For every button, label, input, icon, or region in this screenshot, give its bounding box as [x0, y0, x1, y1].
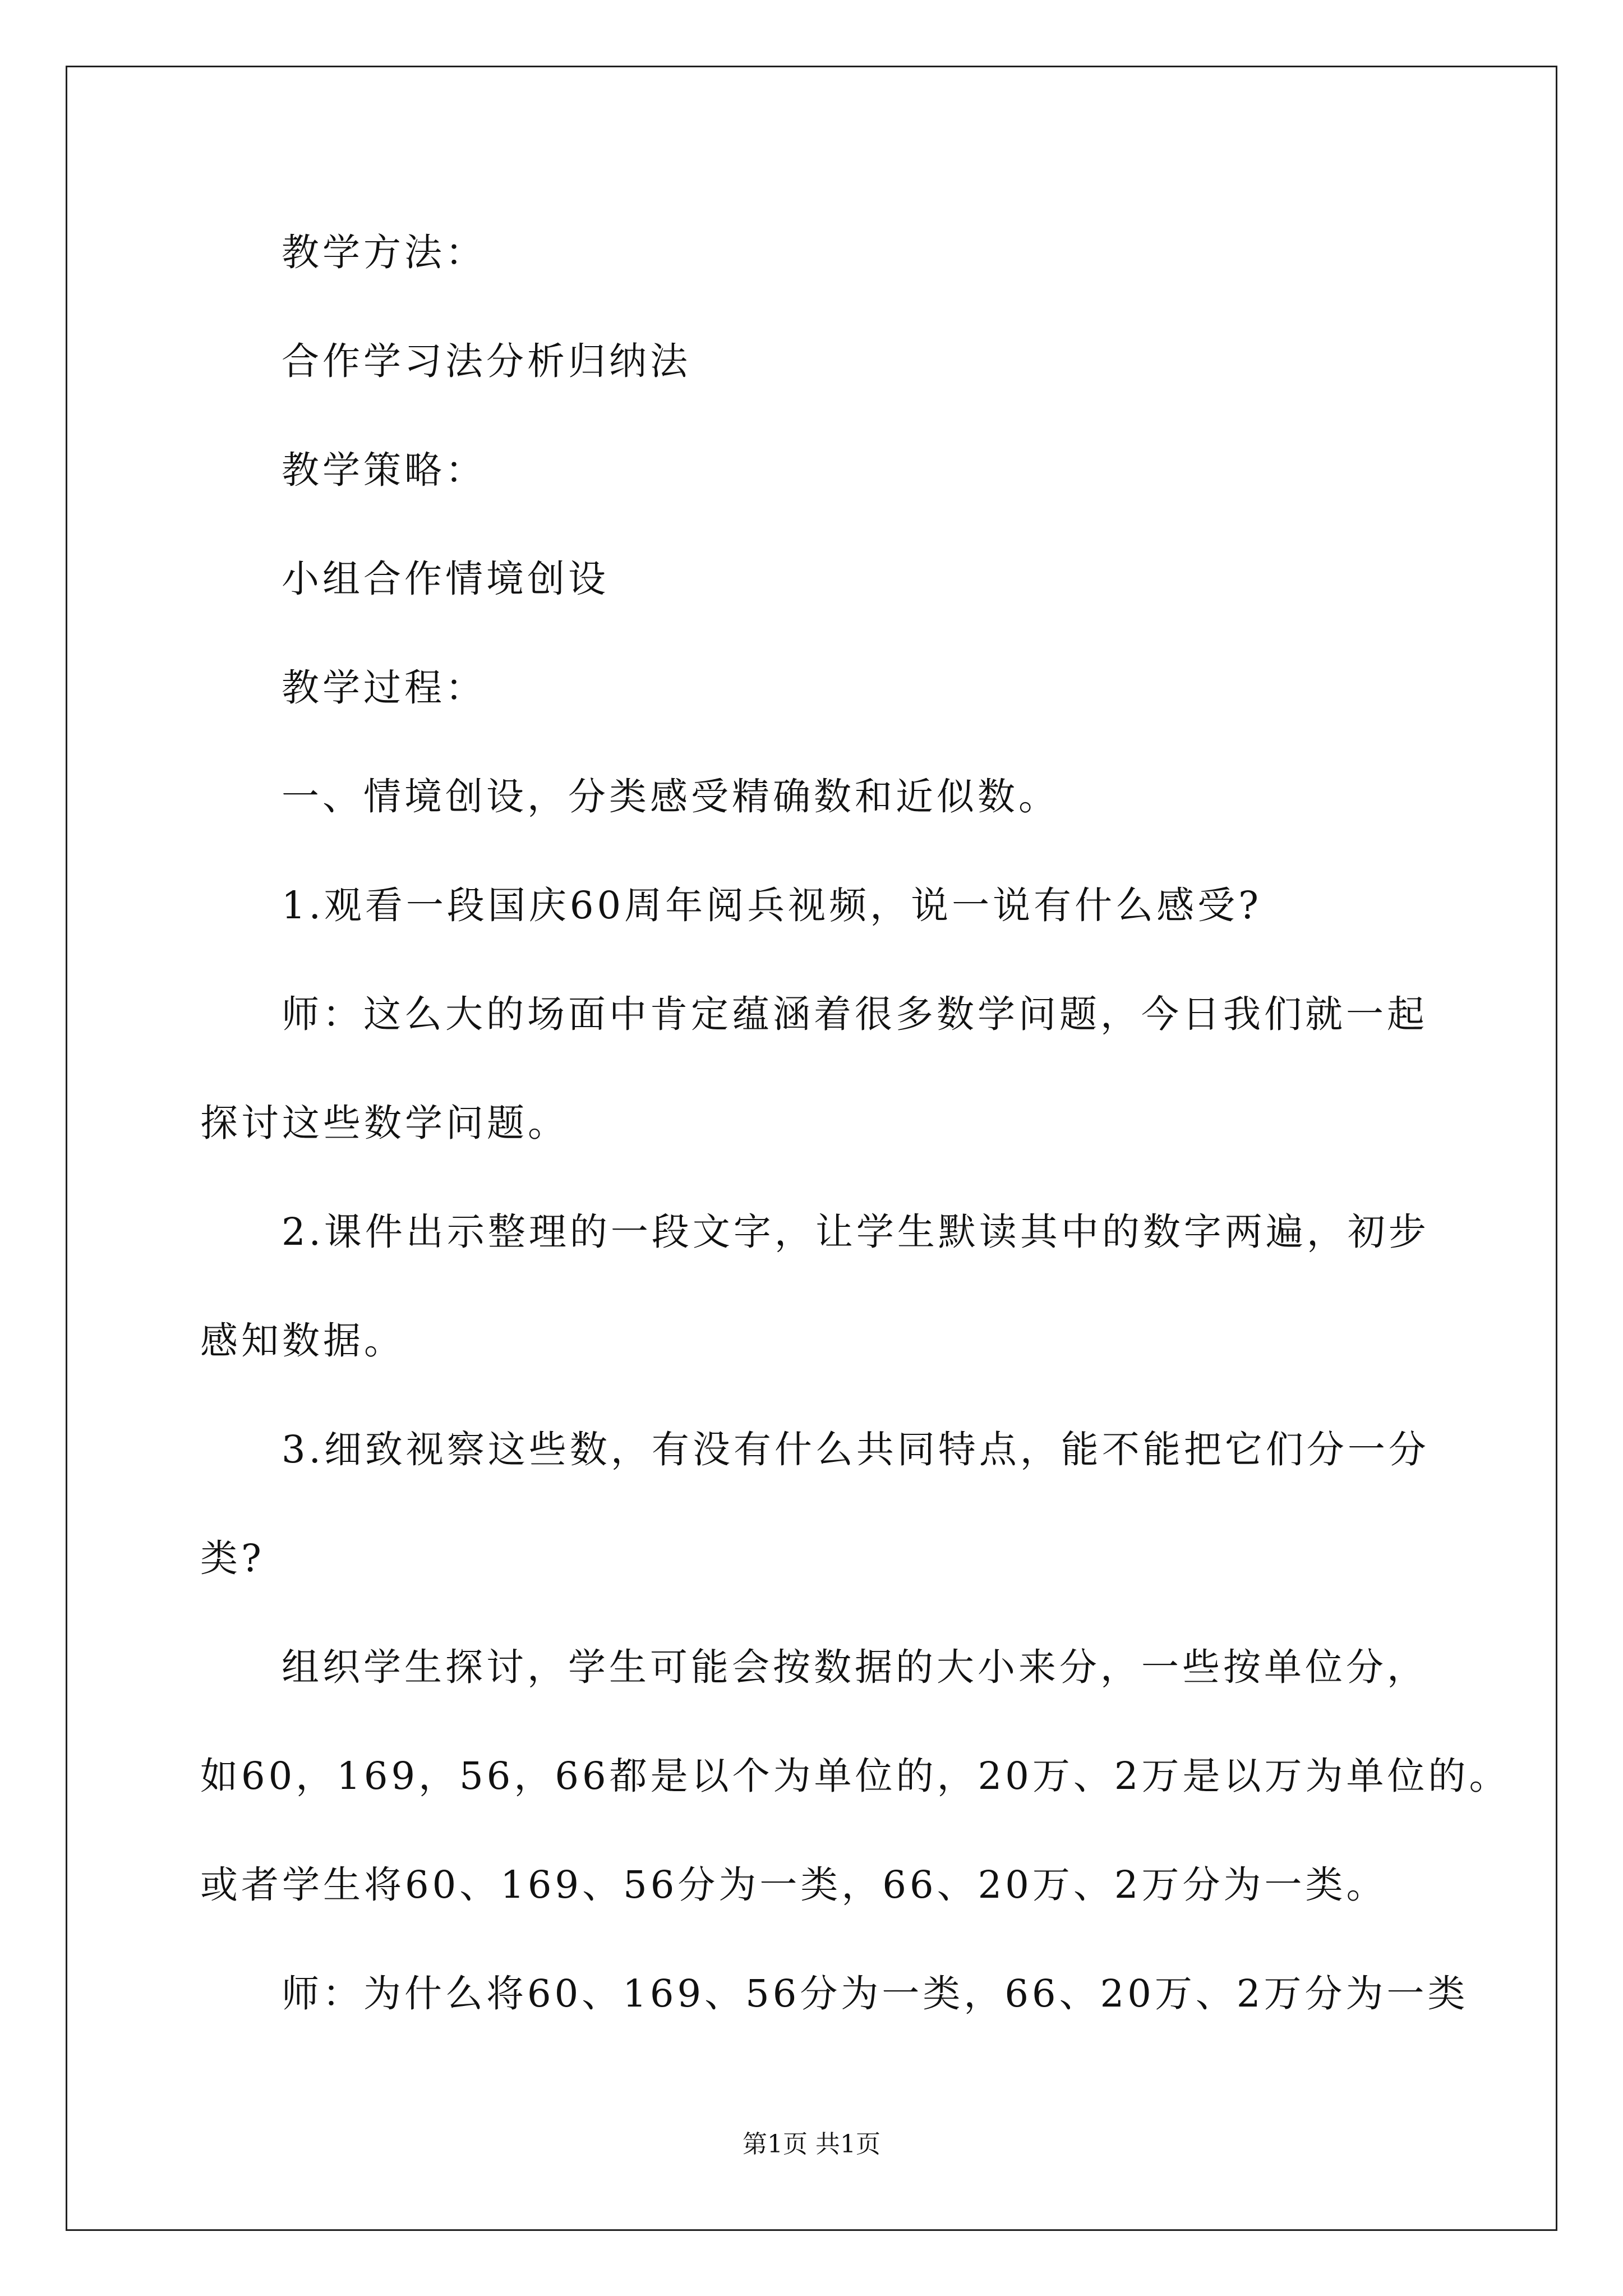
paragraph-line: 3.细致视察这些数，有没有什么共同特点，能不能把它们分一分 — [282, 1428, 1430, 1471]
text-teaching-method: 合作学习法分析归纳法 — [282, 339, 691, 383]
paragraph-line: 师：为什么将60、169、56分为一类，66、20万、2万分为一类 — [282, 1972, 1469, 2016]
section-heading-1: 一、情境创设，分类感受精确数和近似数。 — [282, 775, 1059, 818]
paragraph-line: 或者学生将60、169、56分为一类，66、20万、2万分为一类。 — [200, 1863, 1387, 1907]
heading-teaching-method: 教学方法： — [282, 231, 486, 274]
page-number-footer: 第1页 共1页 — [743, 2130, 880, 2159]
paragraph-line: 组织学生探讨，学生可能会按数据的大小来分，一些按单位分， — [282, 1645, 1428, 1689]
paragraph-line: 类? — [200, 1536, 265, 1580]
paragraph-line: 师：这么大的场面中肯定蕴涵着很多数学问题，今日我们就一起 — [282, 992, 1428, 1036]
text-teaching-strategy: 小组合作情境创设 — [282, 557, 609, 601]
paragraph-line: 如60，169，56，66都是以个为单位的，20万、2万是以万为单位的。 — [200, 1754, 1510, 1798]
paragraph-line: 2.课件出示整理的一段文字，让学生默读其中的数字两遍，初步 — [282, 1210, 1430, 1254]
heading-teaching-process: 教学过程： — [282, 666, 486, 710]
paragraph-line: 探讨这些数学问题。 — [200, 1101, 569, 1145]
heading-teaching-strategy: 教学策略： — [282, 448, 486, 492]
paragraph-line: 感知数据。 — [200, 1319, 405, 1363]
paragraph-line: 1.观看一段国庆60周年阅兵视频，说一说有什么感受? — [282, 884, 1262, 927]
